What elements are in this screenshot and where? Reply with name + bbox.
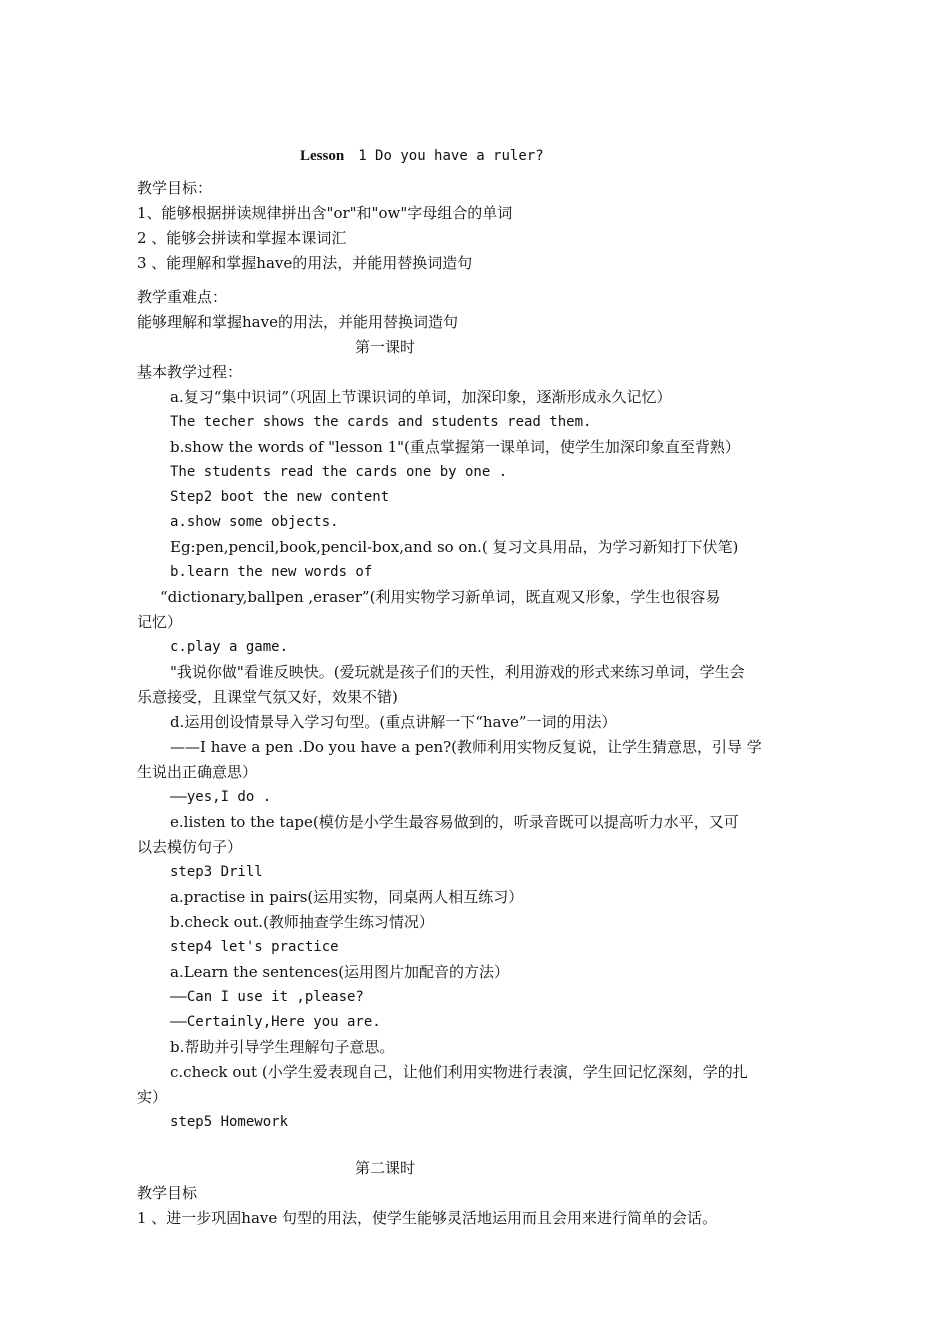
process-line: a.复习“集中识词”（巩固上节课识词的单词，加深印象，逐渐形成永久记忆） bbox=[170, 388, 672, 406]
process-line: Step2 boot the new content bbox=[170, 489, 390, 505]
objective-2-1: 1 、进一步巩固have 句型的用法，使学生能够灵活地运用而且会用来进行简单的会话。 bbox=[137, 1209, 718, 1227]
process-line: a.practise in pairs(运用实物，同桌两人相互练习） bbox=[170, 888, 524, 906]
process-line: d.运用创设情景导入学习句型。(重点讲解一下“have”一词的用法） bbox=[170, 713, 617, 731]
lesson-title-text: 1 Do you have a ruler? bbox=[358, 148, 544, 164]
section-first-lesson: 第一课时 bbox=[355, 338, 416, 356]
process-line: “dictionary,ballpen ,eraser”(利用实物学习新单词，既直观又形象，学生也很容易 bbox=[160, 588, 721, 606]
process-heading: 基本教学过程： bbox=[137, 363, 243, 381]
objectives-heading: 教学目标： bbox=[137, 179, 213, 197]
process-line: ——yes,I do . bbox=[170, 789, 272, 805]
process-line: ——Certainly,Here you are. bbox=[170, 1014, 381, 1030]
process-line: "我说你做"看谁反映快。(爱玩就是孩子们的天性，利用游戏的形式来练习单词，学生会 bbox=[170, 663, 745, 681]
process-line: b.learn the new words of bbox=[170, 564, 373, 580]
process-line: 以去模仿句子） bbox=[137, 838, 243, 856]
process-line: e.listen to the tape(模仿是小学生最容易做到的，听录音既可以提高听力水平，又可 bbox=[170, 813, 739, 831]
process-line: 实） bbox=[137, 1088, 168, 1106]
process-line: c.play a game. bbox=[170, 639, 289, 655]
section-second-lesson: 第二课时 bbox=[355, 1159, 416, 1177]
lesson-title bbox=[300, 143, 544, 169]
process-line: ——I have a pen .Do you have a pen?(教师利用实物反复说，让学生猜意思，引导 学 bbox=[170, 738, 762, 756]
process-line: b.show the words of "lesson 1"(重点掌握第一课单词，使学生加深印象直至背熟） bbox=[170, 438, 740, 456]
lesson-title-bold: Lesson bbox=[300, 148, 345, 164]
process-line: b.check out.(教师抽查学生练习情况） bbox=[170, 913, 434, 931]
objective-3: 3 、能理解和掌握have的用法，并能用替换词造句 bbox=[137, 254, 473, 272]
process-line: 乐意接受，且课堂气氛又好，效果不错) bbox=[137, 688, 398, 706]
process-line: b.帮助并引导学生理解句子意思。 bbox=[170, 1038, 395, 1056]
process-line: The techer shows the cards and students read them. bbox=[170, 414, 592, 430]
process-line: step4 let's practice bbox=[170, 939, 339, 955]
process-line: a.Learn the sentences(运用图片加配音的方法） bbox=[170, 963, 510, 981]
process-line: c.check out (小学生爱表现自己，让他们利用实物进行表演，学生回记忆深刻，学的扎 bbox=[170, 1063, 748, 1081]
process-line: The students read the cards one by one . bbox=[170, 464, 508, 480]
process-line: a.show some objects. bbox=[170, 514, 339, 530]
objectives-heading-2: 教学目标 bbox=[137, 1184, 198, 1202]
key-points-heading: 教学重难点： bbox=[137, 288, 228, 306]
process-line: Eg:pen,pencil,book,pencil-box,and so on.( 复习文具用品，为学习新知打下伏笔) bbox=[170, 538, 739, 556]
process-line: 生说出正确意思） bbox=[137, 763, 258, 781]
objective-1: 1、能够根据拼读规律拼出含"or"和"ow"字母组合的单词 bbox=[137, 204, 513, 222]
key-points-text: 能够理解和掌握have的用法，并能用替换词造句 bbox=[137, 313, 458, 331]
process-line: step3 Drill bbox=[170, 864, 263, 880]
objective-2: 2 、能够会拼读和掌握本课词汇 bbox=[137, 229, 347, 247]
process-line: ——Can I use it ,please? bbox=[170, 989, 364, 1005]
process-line: step5 Homework bbox=[170, 1114, 289, 1130]
process-line: 记忆） bbox=[137, 613, 183, 631]
